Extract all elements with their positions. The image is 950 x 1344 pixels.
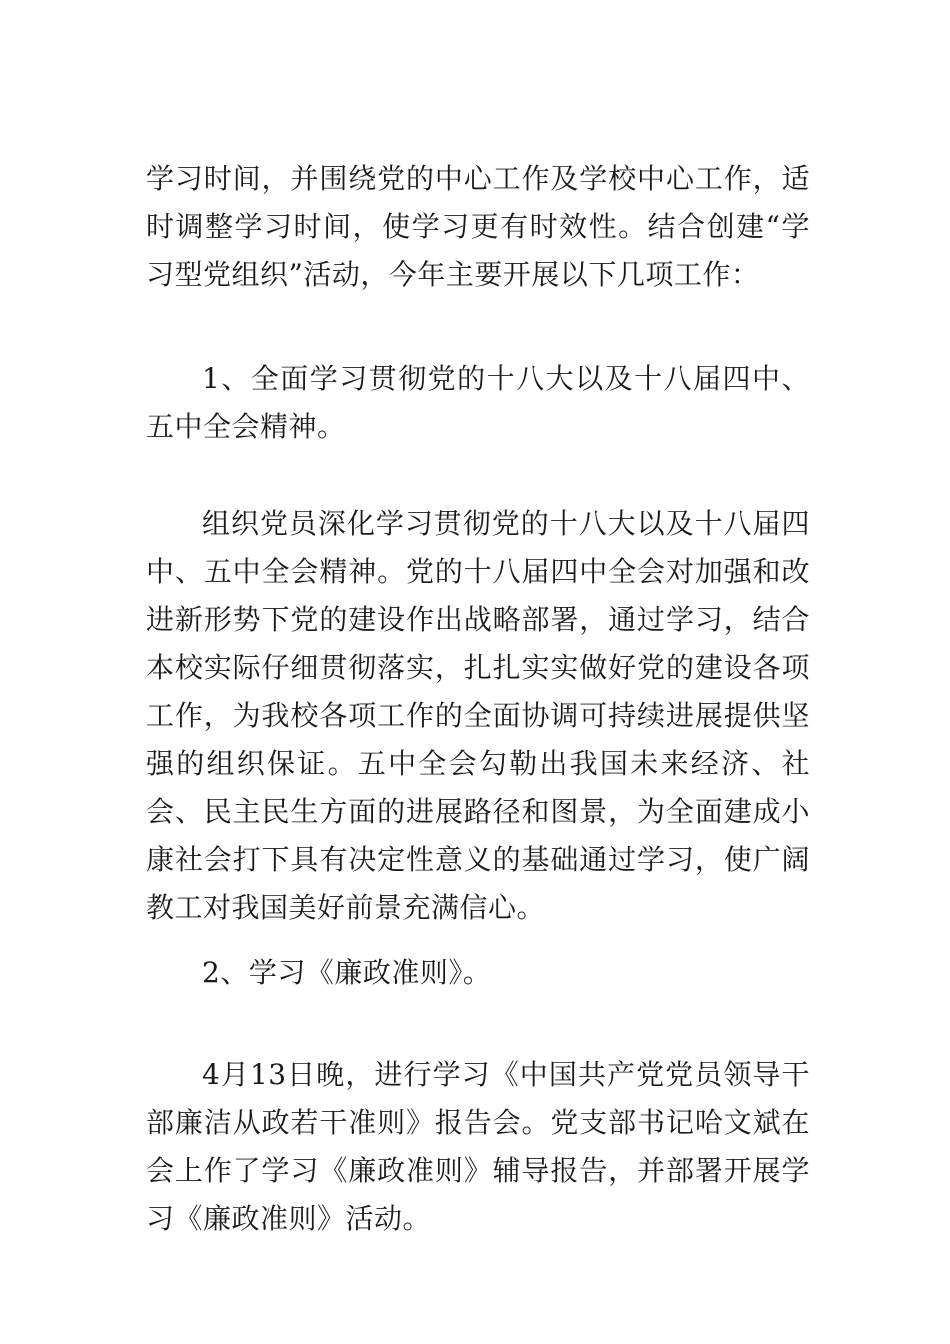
paragraph-body-2: 4月13日晚，进行学习《中国共产党党员领导干部廉洁从政若干准则》报告会。党支部书记哈文斌在会上作了学习《廉政准则》辅导报告，并部署开展学习《廉政准则》活动。 — [146, 1058, 810, 1235]
paragraph-body-1: 组织党员深化学习贯彻党的十八大以及十八届四中、五中全会精神。党的十八届四中全会对加强和改进新形势下党的建设作出战略部署，通过学习，结合本校实际仔细贯彻落实，扎扎实实做好党的建设各项工作，为我校各项工作的全面协调可持续进展提供坚强的组织保证。五中全会勾勒出我国未来经济、社会、民主民生方面的进展路径和图景，为全面建成小康社会打下具有决定性意义的基础通过学习，使广阔教工对我国美好前景充满信心。 — [146, 507, 810, 924]
section-heading-2: 2、学习《廉政准则》。 — [202, 956, 492, 989]
paragraph-continuation: 学习时间，并围绕党的中心工作及学校中心工作，适时调整学习时间，使学习更有时效性。结合创建“学习型党组织”活动，今年主要开展以下几项工作： — [146, 162, 810, 291]
section-heading-1: 1、全面学习贯彻党的十八大以及十八届四中、五中全会精神。 — [146, 362, 810, 443]
